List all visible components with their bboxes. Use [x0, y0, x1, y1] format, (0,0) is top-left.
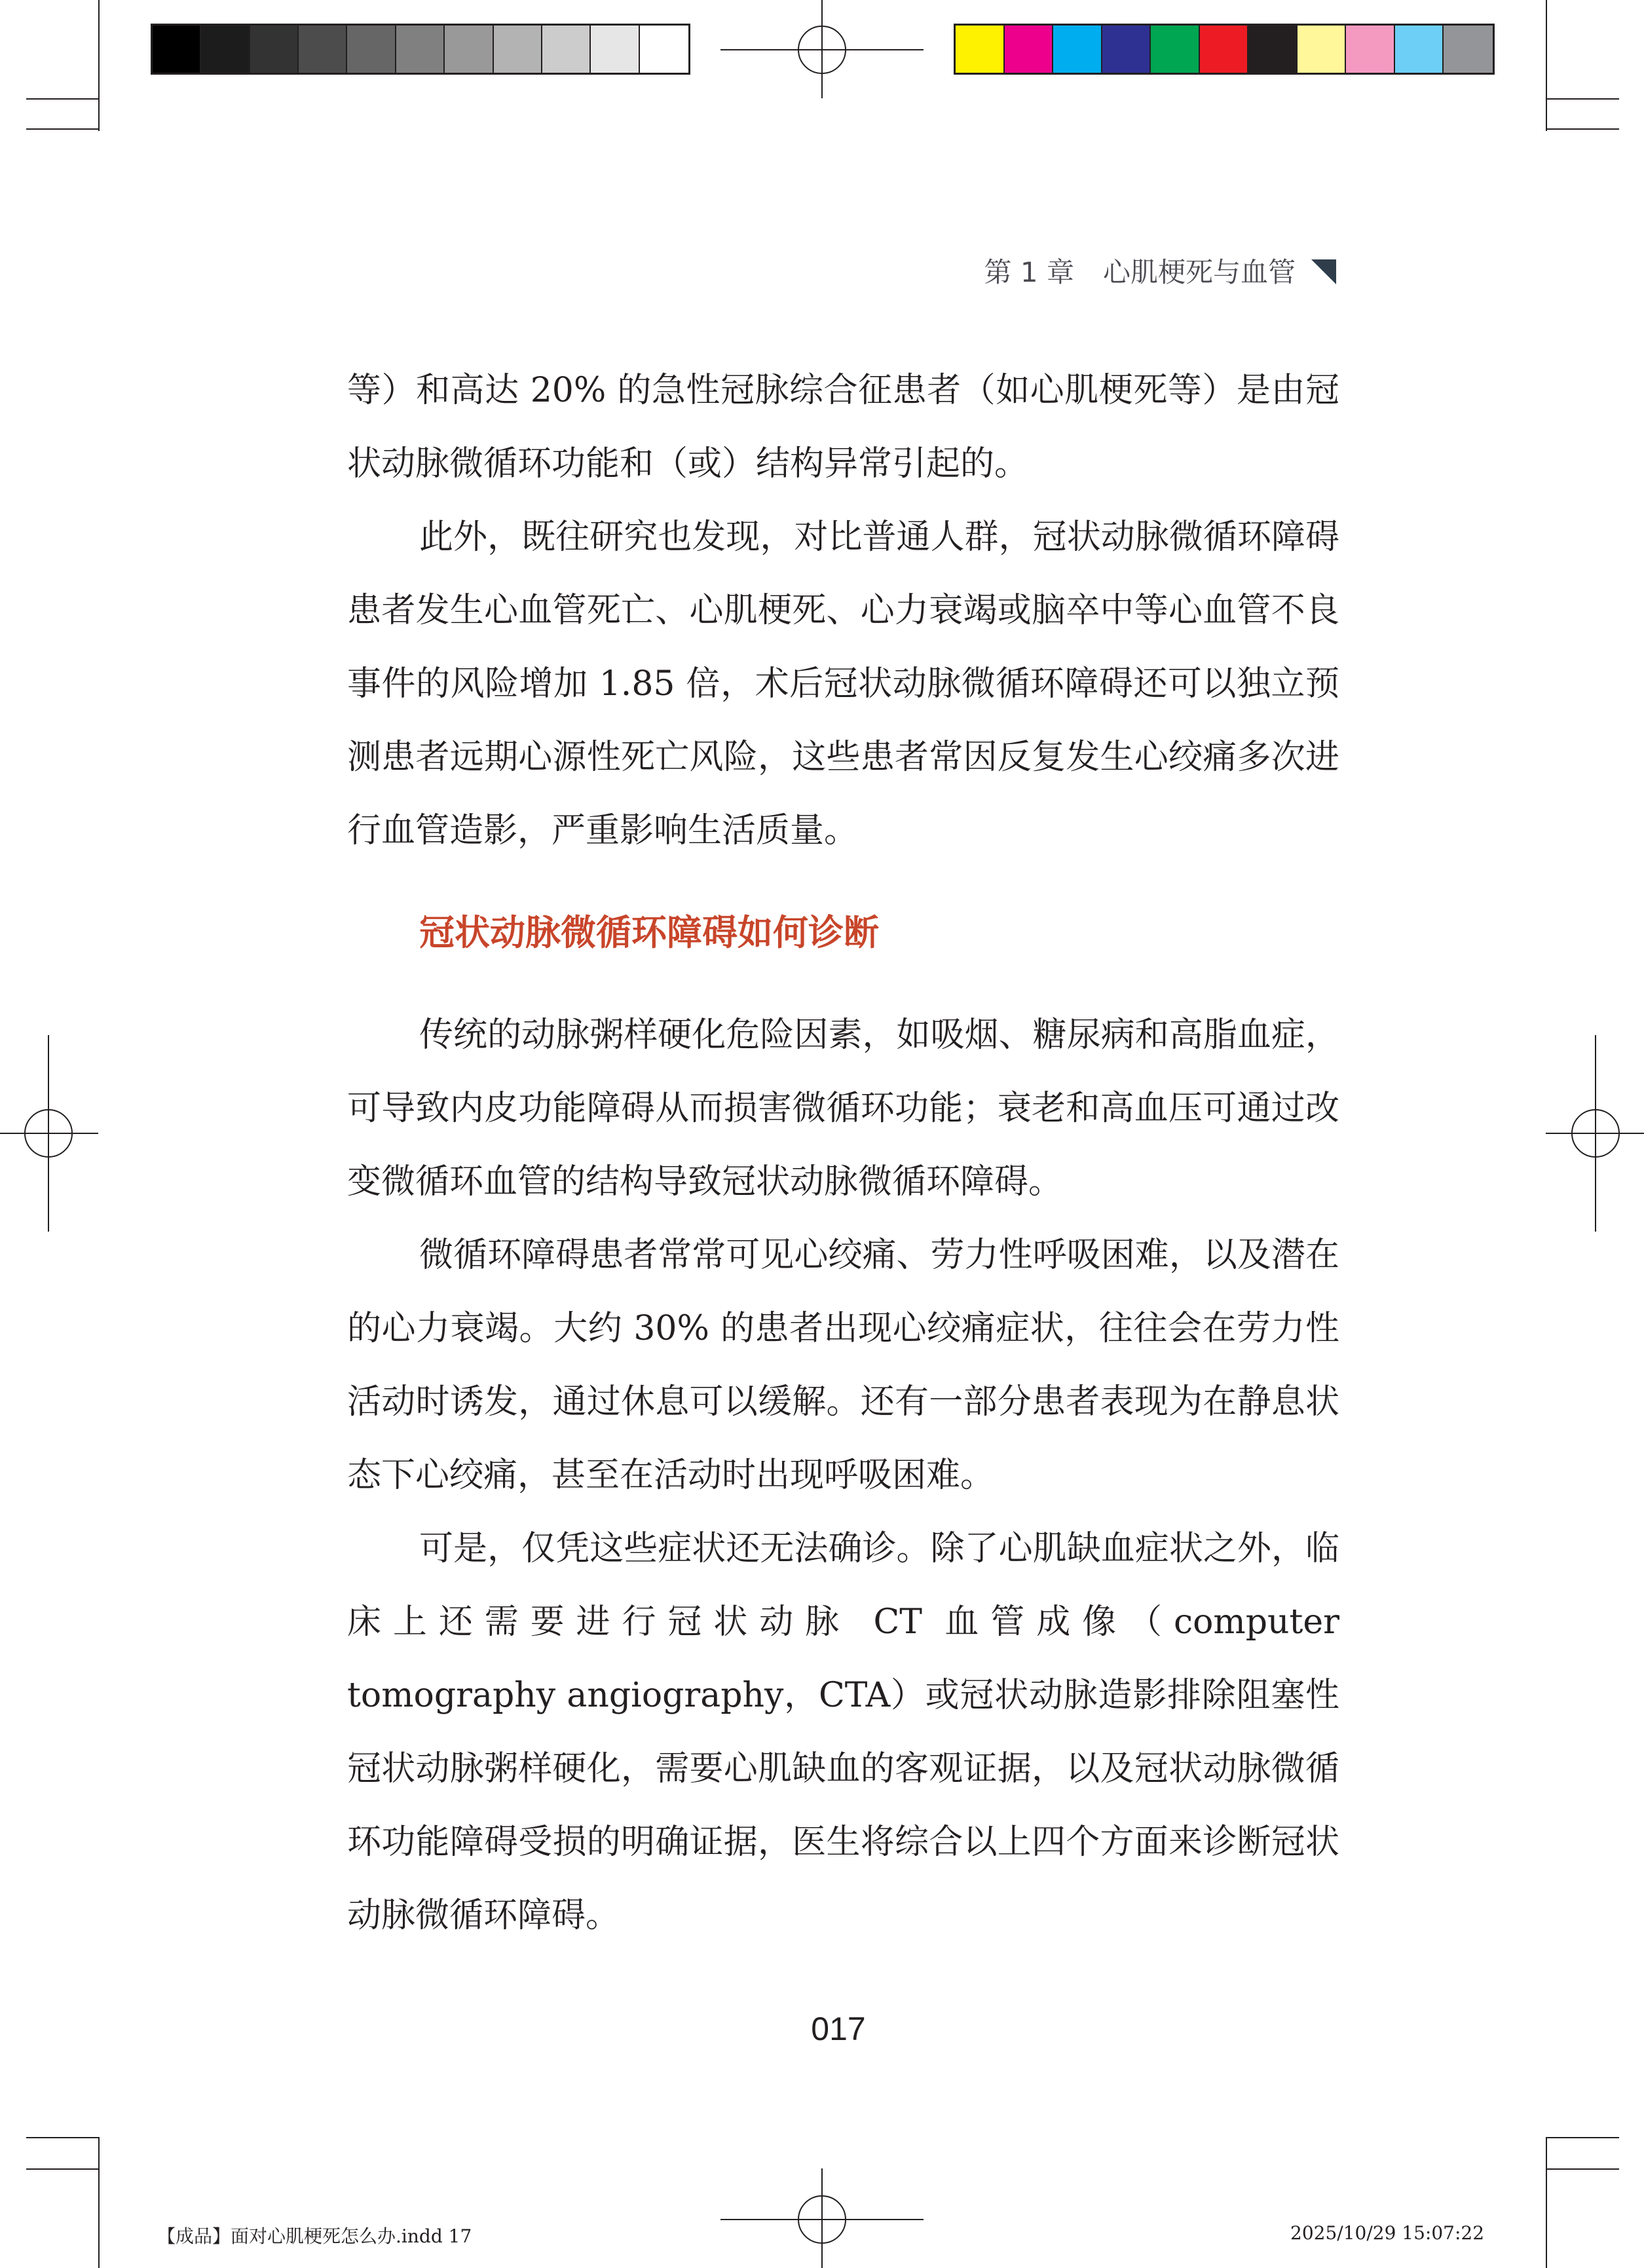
slug-file-info: 【成品】面对心肌梗死怎么办.indd 17 — [157, 2225, 472, 2247]
registration-mark-right — [1546, 1035, 1644, 1232]
color-swatch-10 — [1395, 26, 1444, 73]
gray-swatch-6 — [396, 26, 445, 73]
slug-timestamp: 2025/10/29 15:07:22 — [1290, 2222, 1485, 2244]
paragraph: 传统的动脉粥样硬化危险因素，如吸烟、糖尿病和高脂血症，可导致内皮功能障碍从而损害微循环功能；衰老和高血压可通过改变微循环血管的结构导致冠状动脉微循环障碍。 — [347, 1015, 1339, 1201]
registration-mark-top — [720, 0, 924, 98]
running-header — [930, 251, 1336, 290]
chapter-number: 第 1 章 — [984, 256, 1074, 288]
chapter-title: 心肌梗死与血管 — [1102, 256, 1296, 288]
registration-mark-bottom — [720, 2168, 924, 2268]
color-swatch-9 — [1346, 26, 1395, 73]
gray-swatch-4 — [299, 26, 347, 73]
gray-swatch-8 — [494, 26, 542, 73]
grayscale-color-bar — [151, 24, 690, 75]
color-swatch-11 — [1444, 26, 1493, 73]
section-heading: 冠状动脉微循环障碍如何诊断 — [419, 912, 879, 953]
page-number: 017 — [811, 2011, 866, 2047]
process-color-bar — [954, 24, 1495, 75]
color-swatch-5 — [1151, 26, 1200, 73]
gray-swatch-3 — [250, 26, 299, 73]
paragraph: 此外，既往研究也发现，对比普通人群，冠状动脉微循环障碍患者发生心血管死亡、心肌梗死、心力衰竭或脑卒中等心血管不良事件的风险增加 1.85 倍，术后冠状动脉微循环障碍还可以独立预测患者远期心源性死亡风险，这些患者常因反复发生心绞痛多次进行血管造影，严重影响生活质量。 — [347, 518, 1339, 850]
gray-swatch-7 — [445, 26, 493, 73]
color-swatch-8 — [1298, 26, 1347, 73]
body-text — [347, 354, 1339, 1952]
gray-swatch-9 — [542, 26, 591, 73]
gray-swatch-2 — [201, 26, 250, 73]
paragraph: 微循环障碍患者常常可见心绞痛、劳力性呼吸困难，以及潜在的心力衰竭。大约 30% 的患者出现心绞痛症状，往往会在劳力性活动时诱发，通过休息可以缓解。还有一部分患者表现为在静息状态下心绞痛，甚至在活动时出现呼吸困难。 — [347, 1236, 1339, 1495]
color-swatch-3 — [1053, 26, 1102, 73]
gray-swatch-1 — [153, 26, 201, 73]
corner-triangle-icon — [1311, 259, 1336, 284]
gray-swatch-11 — [640, 26, 688, 73]
gray-swatch-5 — [347, 26, 396, 73]
registration-mark-left — [0, 1035, 98, 1232]
paragraph: 可是，仅凭这些症状还无法确诊。除了心肌缺血症状之外，临床上还需要进行冠状动脉 CT 血管成像（computer tomography angiography，CTA）或冠状动脉造影排除阻塞性冠状动脉粥样硬化，需要心肌缺血的客观证据，以及冠状动脉微循环功能障碍受损的明确证据，医生将综合以上四个方面来诊断冠状动脉微循环障碍。 — [347, 1529, 1339, 1935]
color-swatch-7 — [1248, 26, 1298, 73]
color-swatch-6 — [1200, 26, 1249, 73]
paragraph-continued: 等）和高达 20% 的急性冠脉综合征患者（如心肌梗死等）是由冠状动脉微循环功能和（或）结构异常引起的。 — [347, 371, 1339, 483]
color-swatch-4 — [1102, 26, 1151, 73]
color-swatch-1 — [956, 26, 1005, 73]
color-swatch-2 — [1005, 26, 1054, 73]
gray-swatch-10 — [591, 26, 639, 73]
